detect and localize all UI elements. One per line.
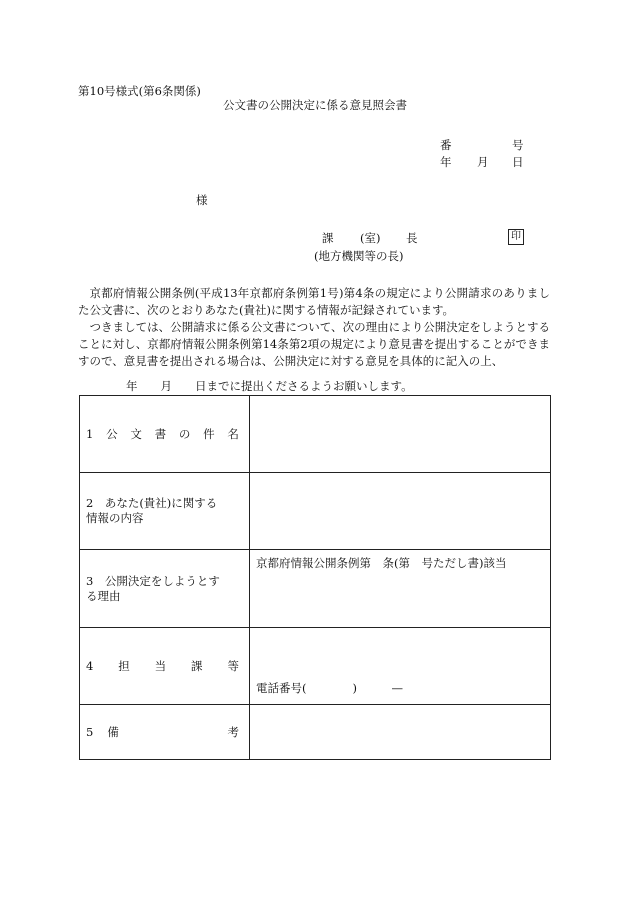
row4-value[interactable] (250, 628, 551, 705)
row5-num: 5 (86, 724, 94, 739)
row1-value[interactable] (250, 396, 551, 473)
row3-label-line1: 3 公開決定をしようとす (86, 573, 220, 588)
row3-label (80, 550, 250, 628)
row4-char: 課 (191, 658, 203, 673)
form-number: 第10号様式(第6条関係) (78, 84, 201, 98)
paragraph-1: 京都府情報公開条例(平成13年京都府条例第1号)第4条の規定により公開請求のありました公文書に、次のとおりあなた(貴社)に関する情報が記録されています。 (78, 286, 550, 317)
row2-value[interactable] (250, 473, 551, 550)
sender-shitsu: (室) (360, 231, 381, 245)
row5-char: 備 (107, 724, 119, 739)
deadline-line: 年 月 日までに提出くださるようお願いします。 (126, 379, 413, 393)
table-row (80, 705, 551, 760)
row1-label (80, 396, 250, 473)
year-label: 年 (440, 155, 452, 169)
number-label: 番 (440, 138, 452, 152)
body-text (78, 285, 550, 370)
row4-char: 当 (154, 658, 167, 673)
number-suffix: 号 (512, 138, 524, 152)
row1-char: 件 (203, 426, 215, 441)
row5-char: 考 (227, 724, 239, 739)
day-label: 日 (512, 155, 524, 169)
row2-label-line1: 2 あなた(貴社)に関する (86, 496, 218, 510)
row4-char: 担 (118, 658, 130, 673)
table-row (80, 396, 551, 473)
reason-text: 京都府情報公開条例第 条(第 号ただし書)該当 (256, 556, 507, 570)
row2-label-line2: 情報の内容 (86, 511, 144, 525)
row1-char: 文 (130, 426, 142, 441)
row3-label-line2: る理由 (86, 588, 121, 603)
table-row (80, 473, 551, 550)
addressee-suffix: 様 (196, 193, 208, 207)
row5-value[interactable] (250, 705, 551, 760)
row3-value[interactable] (250, 550, 551, 628)
table-row (80, 628, 551, 705)
row4-char: 等 (227, 658, 239, 673)
form-table (79, 395, 551, 760)
row1-char: の (178, 426, 191, 441)
paragraph-2: つきましては、公開請求に係る公文書について、次の理由により公開決定をしようとすることに対し、京都府情報公開条例第14条第2項の規定により意見書を提出することができますので、意見書を提出される場合は、公開決定に対する意見を具体的に記入の上、 (78, 320, 550, 368)
row1-num: 1 (86, 426, 94, 441)
sender-ka: 課 (322, 231, 334, 245)
row5-label (80, 705, 250, 760)
phone-number-field: 電話番号( ) — (256, 681, 403, 695)
row2-label (80, 473, 250, 550)
row1-char: 書 (154, 426, 167, 441)
month-label: 月 (477, 155, 489, 169)
table-row (80, 550, 551, 628)
row1-char: 名 (227, 426, 239, 441)
seal-stamp-box: 印 (508, 229, 524, 245)
document-title: 公文書の公開決定に係る意見照会書 (223, 98, 407, 112)
row4-label (80, 628, 250, 705)
row1-char: 公 (106, 426, 118, 441)
sender-alternative: (地方機関等の長) (314, 249, 404, 263)
row4-num: 4 (86, 658, 94, 673)
sender-cho: 長 (406, 231, 418, 245)
